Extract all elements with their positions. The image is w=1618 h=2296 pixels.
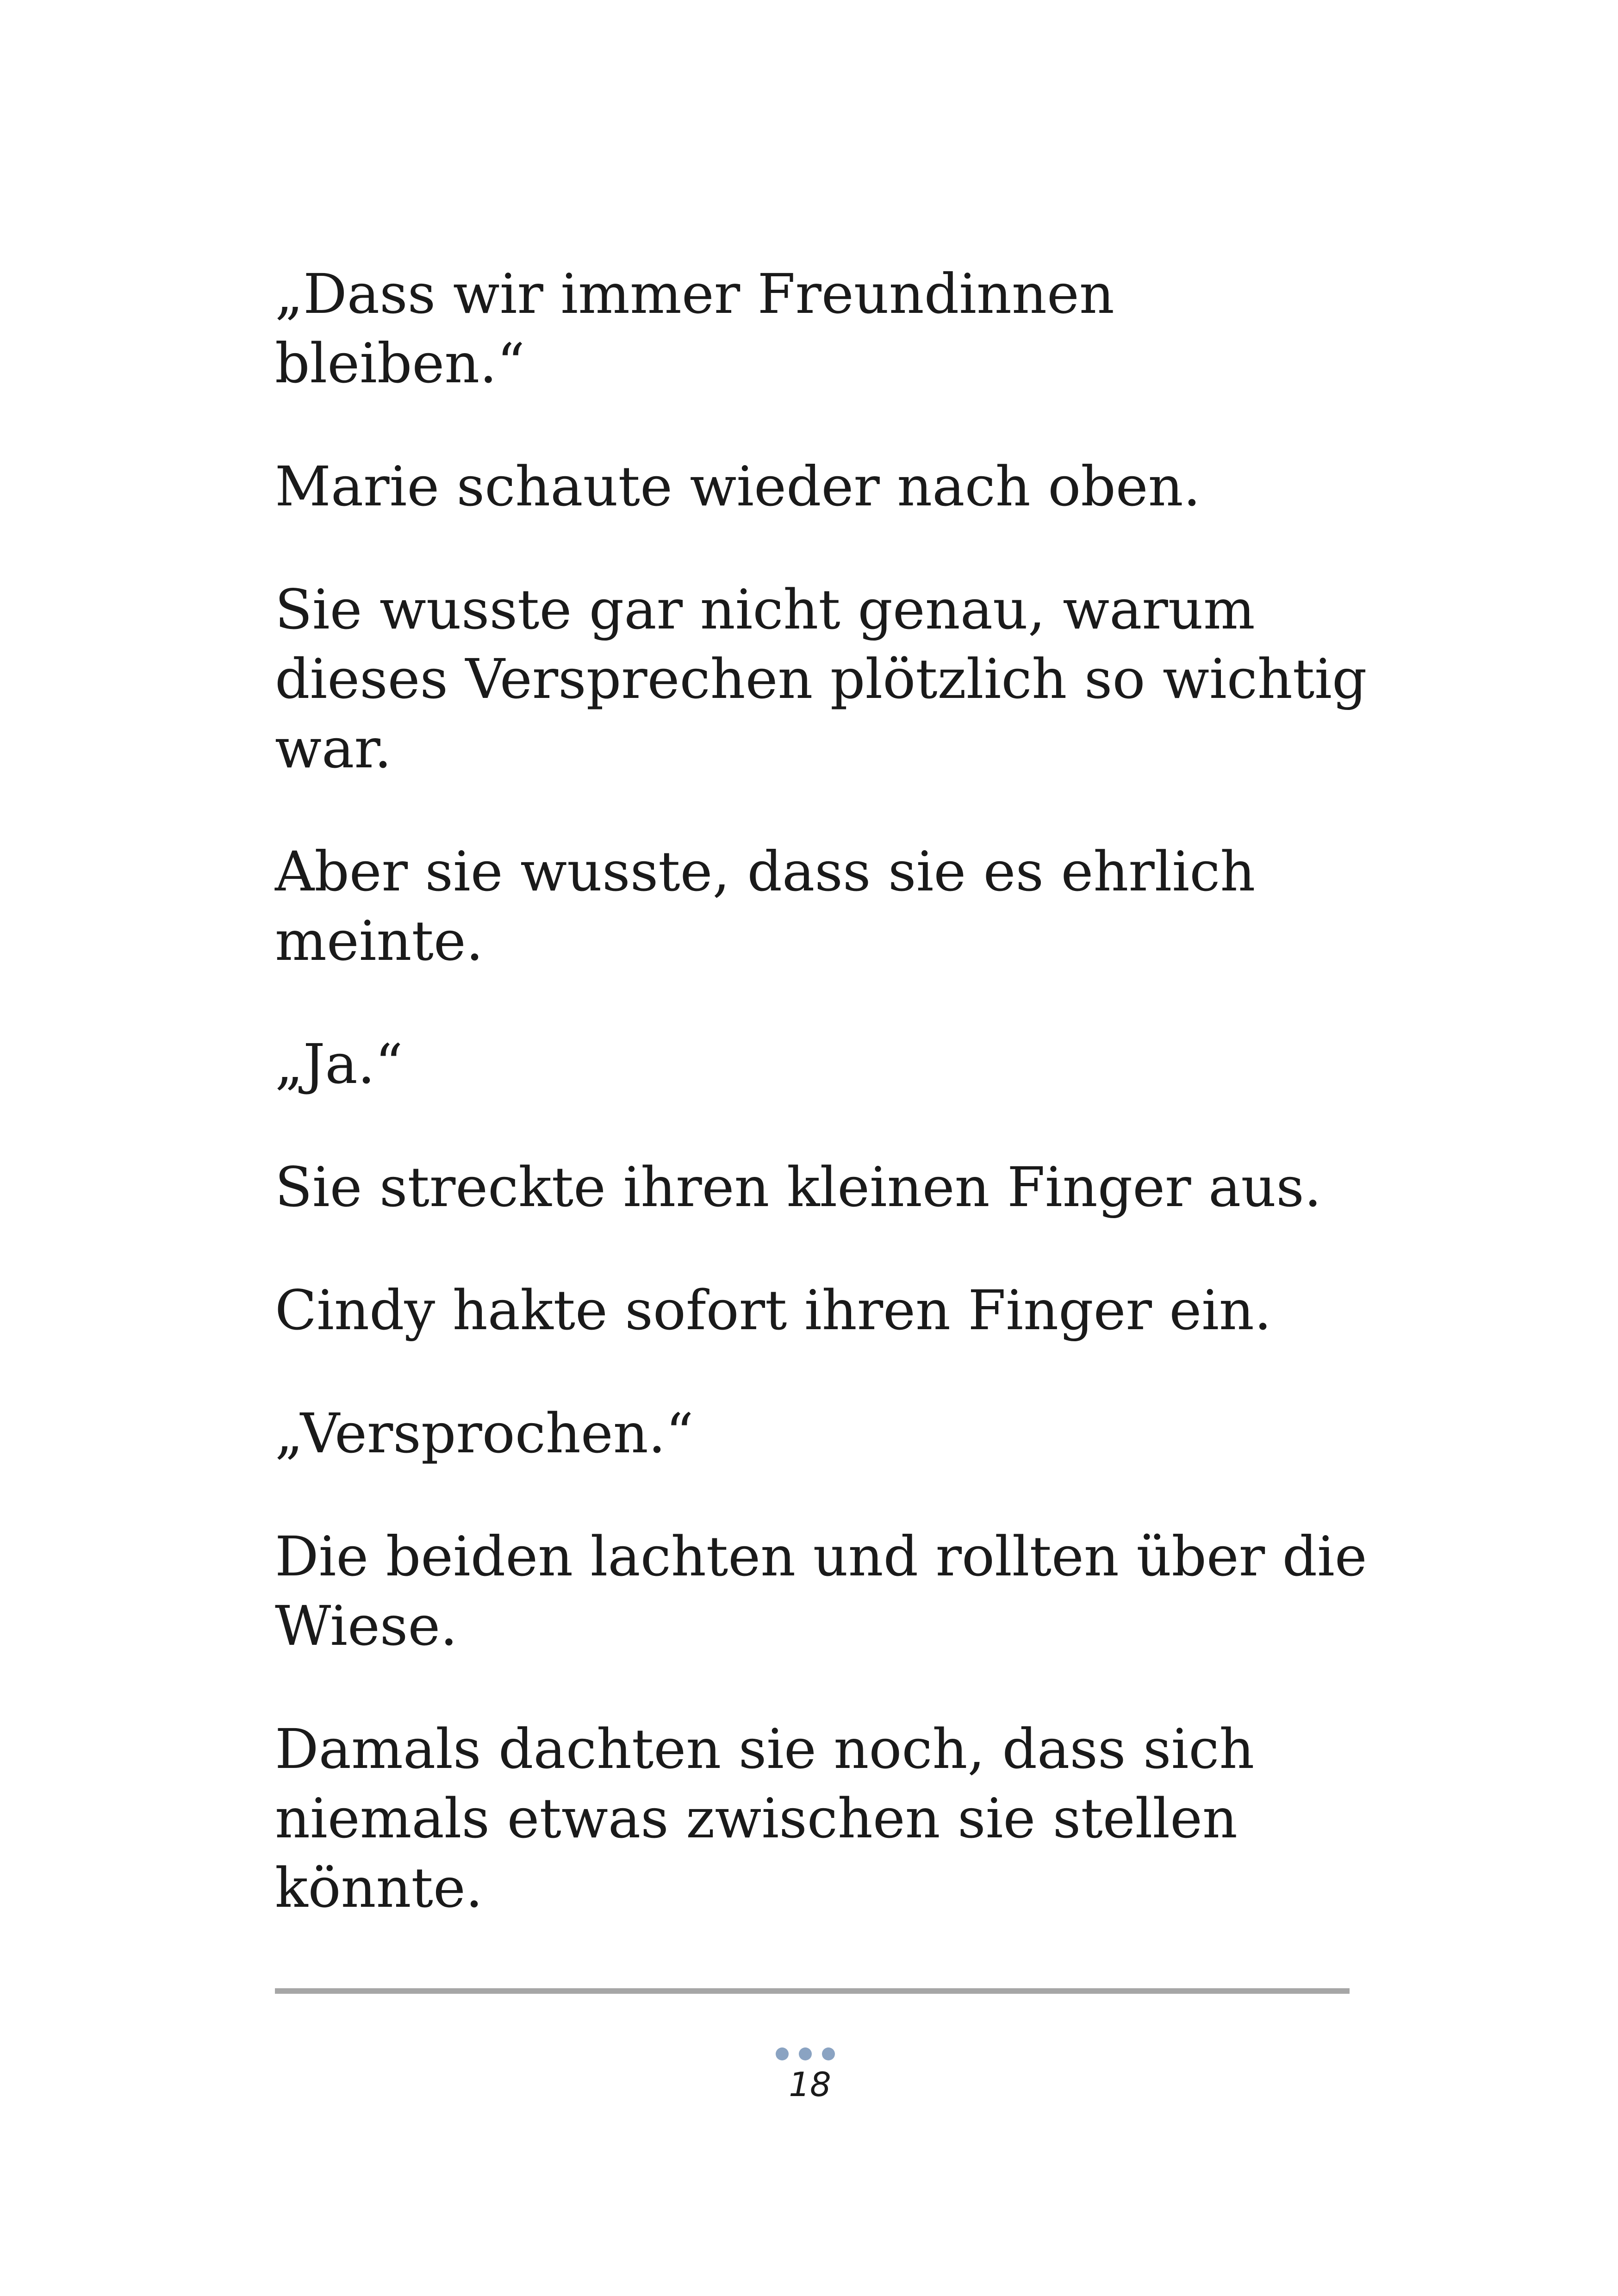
- paragraph: „Versprochen.“: [275, 1401, 694, 1465]
- paragraph: Sie wusste gar nicht genau, warum dieses Versprechen plötzlich so wichtig war.: [275, 578, 1367, 780]
- paragraph: „Dass wir immer Freundinnen bleiben.“: [275, 262, 1114, 395]
- dot-icon: [776, 2047, 789, 2060]
- paragraph: Damals dachten sie noch, dass sich niemals etwas zwischen sie stellen könnte.: [275, 1717, 1255, 1920]
- footer-divider: [275, 1988, 1350, 1994]
- body-text: [275, 259, 1367, 1976]
- paragraph: Die beiden lachten und rollten über die Wiese.: [275, 1524, 1367, 1658]
- paragraph: Marie schaute wieder nach oben.: [275, 454, 1201, 518]
- paragraph: Aber sie wusste, dass sie es ehrlich meinte.: [275, 840, 1256, 973]
- dot-icon: [799, 2047, 812, 2060]
- page-number: 18: [789, 2065, 831, 2104]
- paragraph: Cindy hakte sofort ihren Finger ein.: [275, 1278, 1272, 1342]
- paragraph: Sie streckte ihren kleinen Finger aus.: [275, 1155, 1322, 1219]
- paragraph: „Ja.“: [275, 1032, 403, 1096]
- dot-icon: [822, 2047, 835, 2060]
